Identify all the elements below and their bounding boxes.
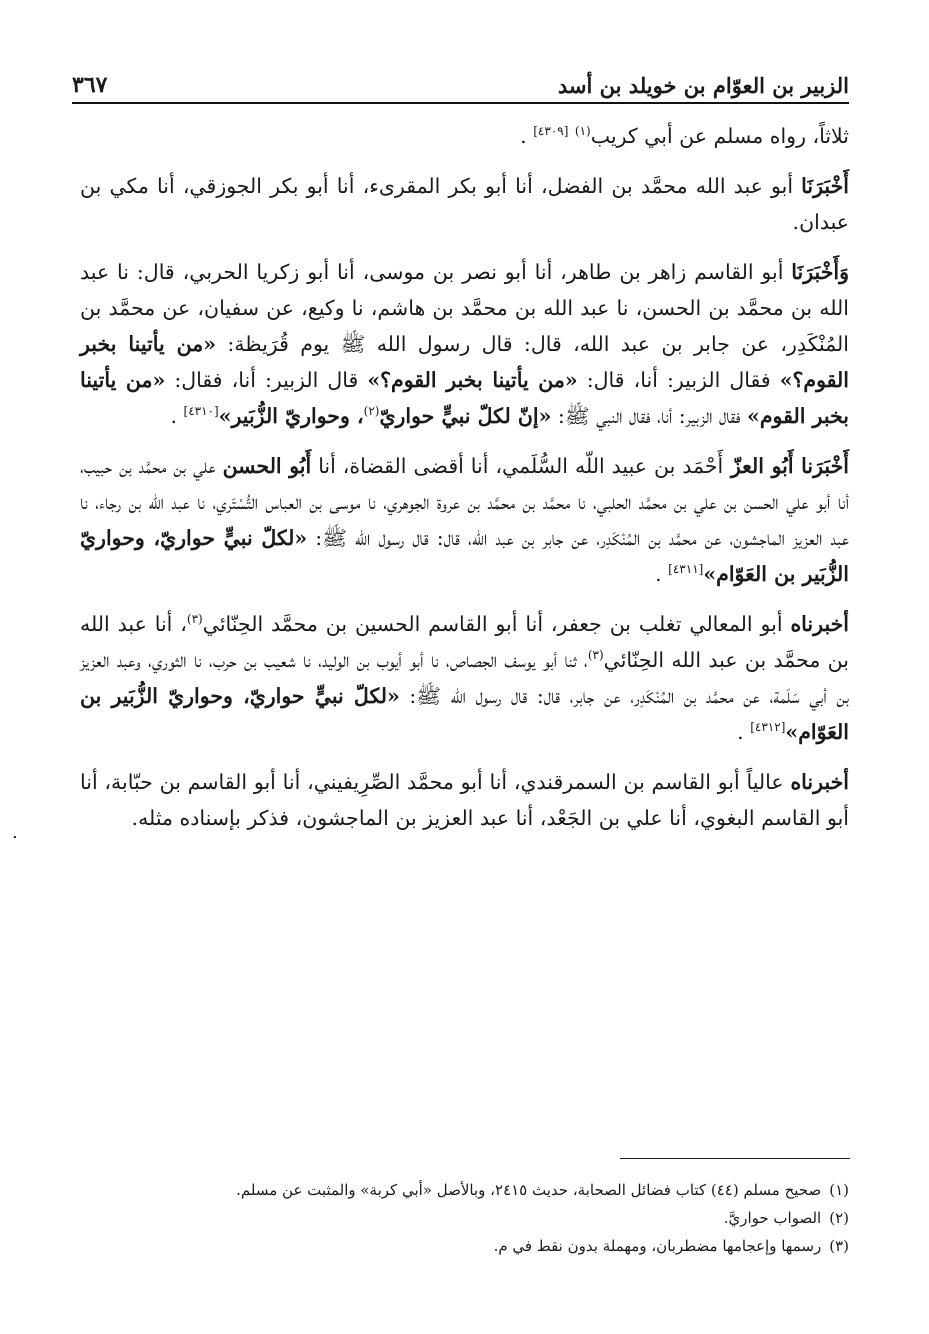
paragraph-lead: أخبرناه [790,770,849,794]
paragraph-end: . [737,720,744,744]
footnote [80,1204,849,1232]
footnote-number: (٢) [829,1209,849,1227]
paragraph [80,168,849,240]
footnote-marker: (٣) [186,612,203,627]
paragraph-text: أَحْمَد بن عبيد اللّه السُّلَمي، أنا أقضى القضاة، أنا [311,454,724,478]
quotation: «لكلّ نبيٍّ حواريّ، وحواريّ الزُّبَير بن العَوّام» [80,526,849,586]
margin-mark: . [12,822,18,843]
paragraph-lead: أَخْبَرَنَا [801,174,849,198]
quotation: «من يأتينا بخبر القوم» [80,368,849,428]
paragraph-text: ، أنا عبد الله بن محمَّد بن عبد الله الحِنّائي [80,612,849,672]
footnote-number: (٣) [829,1237,849,1255]
footnote-separator [620,1158,850,1159]
paragraph-text: أبو القاسم زاهر بن طاهر، أنا أبو نصر بن موسى، أنا أبو زكريا الحربي، قال: نا عبد الله بن محمَّد بن الحسن، نا عبد الله بن محمَّد بن هاشم، نا وكيع، عن سفيان، عن محمَّد بن المُنْكَدِر، عن جابر بن عبد الله، قال: قال رسول الله ﷺ يوم قُرَيظة: [80,260,849,356]
hadith-reference: [٤٣٠٩] [533,124,569,139]
paragraph-text: قال الزبير: أنا، فقال: [165,368,368,392]
paragraph [80,606,849,750]
footnote-number: (١) [829,1181,849,1199]
footnote-marker: (٣) [587,648,604,663]
main-text [80,118,849,850]
footnote-text: الصواب حواريَّ. [723,1209,822,1227]
paragraph-text: فقال الزبير: أنا، قال: [577,368,780,392]
narrator-name: أَبُو العزّ [723,454,802,478]
hadith-reference: [٤٣١٢] [750,720,786,735]
paragraph-text: ثلاثاً، رواه مسلم عن أبي كريب [590,124,849,148]
page-number: ٣٦٧ [72,72,108,98]
paragraph-text: فقال الزبير: أنا، فقال النبي ﷺ: [551,404,748,428]
paragraph-end: . [170,404,177,428]
footnote-marker: (١) [574,124,591,139]
paragraph-end: . [655,562,662,586]
footnotes [80,1176,849,1260]
paragraph-text: أبو المعالي تغلب بن جعفر، أنا أبو القاسم الحسين بن محمَّد الحِنّائي [202,612,791,636]
paragraph-lead: أخبرناه [790,612,849,636]
quotation: «إنّ لكلّ نبيٍّ حواريّ [379,404,552,428]
hadith-reference: [٤٣١٠] [183,404,219,419]
paragraph [80,448,849,592]
footnote [80,1232,849,1260]
narrator-name: أَبُو الحسن [222,454,312,478]
quotation: «لكلّ نبيٍّ حواريّ، وحواريّ الزُّبَير بن العَوّام» [80,684,849,744]
paragraph-lead: وَأَخْبَرَنَا [791,260,849,284]
footnote [80,1176,849,1204]
paragraph-text: علي بن محمَّد بن حبيب، أنا أبو علي الحسن بن علي بن محمَّد الحلبي، نا محمَّد بن محمَّد بن عروة الجوهري، نا موسى بن العباس التُّسْتَري، نا عبد الله بن رجاء، نا عبد العزيز الماجشون، عن محمَّد بن المُنْكَدِر، عن جابر بن عبد الله، قال: قال رسول الله ﷺ: [80,454,849,550]
paragraph-end: . [520,124,527,148]
quotation: «من يأتينا بخبر القوم؟» [80,332,849,392]
paragraph-lead: أَخْبَرَنا [801,454,849,478]
paragraph-text: أبو عبد الله محمَّد بن الفضل، أنا أبو بكر المقرىء، أنا أبو بكر الجوزقي، أنا مكي بن عبدان. [80,174,849,234]
header-title: الزبير بن العوّام بن خويلد بن أسد [557,73,849,98]
paragraph [80,254,849,434]
paragraph [80,764,849,836]
running-header [72,62,849,104]
footnote-text: رسمها وإعجامها مضطربان، ومهملة بدون نقط في م. [493,1237,822,1255]
paragraph-text: عالياً أبو القاسم بن السمرقندي، أنا أبو محمَّد الصِّرِيفيني، أنا أبو القاسم بن حبّابة، أنا أبو القاسم البغوي، أنا علي بن الجَعْد، أنا عبد العزيز بن الماجشون، فذكر بإسناده مثله. [80,770,849,830]
quotation: ، وحواريّ الزُّبَير» [218,404,364,428]
hadith-reference: [٤٣١١] [668,562,704,577]
paragraph-text: ، ثنا أبو يوسف الجصاص، نا أبو أيوب بن الوليد، نا شعيب بن حرب، نا الثوري، وعبد العزيز بن أبي سَلَمة، عن محمَّد بن المُنْكَدِر، عن جابر، قال: قال رسول الله ﷺ: [80,648,849,708]
footnote-marker: (٢) [363,404,380,419]
paragraph [80,118,849,154]
footnote-text: صحيح مسلم (٤٤) كتاب فضائل الصحابة، حديث ٢٤١٥، وبالأصل «أبي كربة» والمثبت عن مسلم. [236,1181,822,1199]
quotation: «من يأتينا بخبر القوم؟» [367,368,578,392]
